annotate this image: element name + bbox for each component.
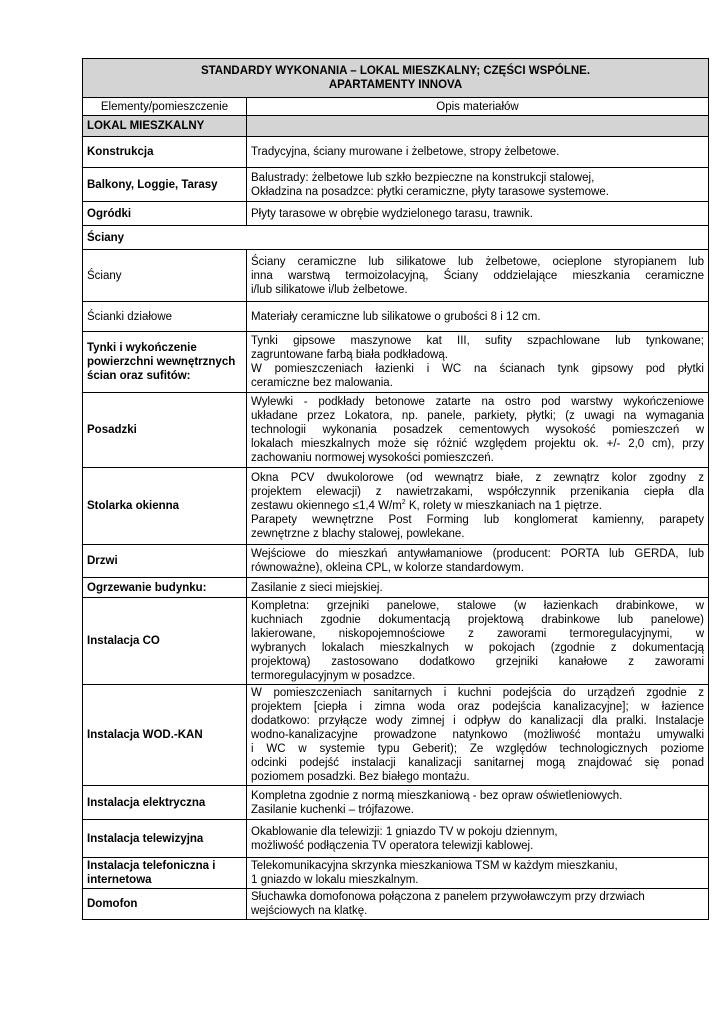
description-line: i/lub silikatowe i/lub żelbetowe.	[251, 283, 408, 296]
table-row	[83, 889, 709, 920]
table-row	[83, 250, 709, 302]
row-description	[247, 250, 709, 302]
column-header-elements: Elementy/pomieszczenie	[83, 98, 247, 116]
description-line: Balustrady: żelbetowe lub szkło bezpieczne na konstrukcji stalowej,	[251, 171, 595, 184]
description-line: Zasilanie kuchenki – trójfazowe.	[251, 803, 414, 816]
description-line: Tradycyjna, ściany murowane i żelbetowe, stropy żelbetowe.	[251, 146, 560, 158]
description-line: Zasilanie z sieci miejskiej.	[251, 581, 383, 594]
title-line-1: STANDARDY WYKONANIA – LOKAL MIESZKALNY; CZĘŚCI WSPÓLNE.	[200, 65, 591, 77]
description-line: wejściowych na klatkę.	[251, 905, 368, 917]
description-line: możliwość podłączenia TV operatora telewizji kablowej.	[251, 839, 534, 852]
description-line: 1 gniazdo w lokalu mieszkalnym.	[251, 874, 419, 886]
row-description	[247, 168, 709, 202]
row-description	[247, 393, 709, 468]
description-line: Słuchawka domofonowa połączona z panelem przywoławczym przy drzwiach	[251, 891, 645, 903]
row-description	[247, 598, 709, 685]
table-row	[83, 598, 709, 685]
row-label: Instalacja telewizyjna	[83, 820, 247, 858]
row-description	[247, 858, 709, 889]
column-header-description: Opis materiałów	[247, 98, 709, 116]
row-label: Instalacja elektryczna	[83, 786, 247, 820]
row-label: Ściany	[83, 250, 247, 302]
description-line: odcinki podejść instalacji kanalizacji sanitarnej mogą znajdować się ponad	[251, 757, 704, 769]
table-row	[83, 858, 709, 889]
section-row	[83, 116, 709, 137]
description-line: dodatkowo: przyłącze wody zimnej i odpływ do kanalizacji dla pralki. Instalacje	[251, 715, 704, 727]
row-label: Posadzki	[83, 393, 247, 468]
subsection-title: Ściany	[83, 226, 709, 250]
row-description	[247, 332, 709, 393]
description-line: wybranych lokalach mieszkalnych w pokojach (zgodnie z dokumentacją	[251, 642, 704, 654]
description-line: lokalach mieszkalnych może się różnić względem projektu ok. +/- 2,0 cm), przy	[251, 438, 704, 450]
description-line: układane przez Lokatora, np. panele, parkiety, płytki; (z uwagi na wymagania	[251, 410, 704, 422]
row-description	[247, 137, 709, 168]
table-row	[83, 137, 709, 168]
row-label: Ogródki	[83, 202, 247, 226]
u-value-suffix: K, rolety w mieszkaniach na 1 piętrze.	[405, 500, 602, 512]
title-row	[83, 59, 709, 98]
u-value-text: zestawu okiennego ≤1,4 W/m	[251, 500, 402, 512]
description-line: lakierowane, niskopojemnościowe z zaworami termoregulacyjnymi, w	[251, 628, 704, 640]
section-filler	[247, 116, 709, 137]
document-title	[83, 59, 709, 98]
row-description	[247, 202, 709, 226]
row-label: Konstrukcja	[83, 137, 247, 168]
description-line: Tynki gipsowe maszynowe kat III, sufity szpachlowane lub tynkowane;	[251, 335, 704, 347]
row-label: Instalacja CO	[83, 598, 247, 685]
description-line: Ściany ceramiczne lub silikatowe lub żelbetowe, ocieplone styropianem lub	[251, 255, 704, 268]
table-row	[83, 302, 709, 332]
row-label: Domofon	[83, 889, 247, 920]
table-row	[83, 820, 709, 858]
row-description	[247, 302, 709, 332]
section-title: LOKAL MIESZKALNY	[83, 116, 247, 137]
description-line: kuchniach zgodnie dokumentacją projektową drabinkowe lub panelowe)	[251, 614, 704, 626]
column-header-row	[83, 98, 709, 116]
table-row	[83, 202, 709, 226]
description-line: zagruntowane farbą biała podkładową.	[251, 349, 448, 361]
row-description	[247, 889, 709, 920]
table-row	[83, 393, 709, 468]
description-line: zewnętrzne z blachy stalowej, powlekane.	[251, 528, 465, 540]
table-row	[83, 332, 709, 393]
description-line: ceramiczne bez malowania.	[251, 377, 393, 389]
row-label: Balkony, Loggie, Tarasy	[83, 168, 247, 202]
row-description	[247, 685, 709, 786]
description-line: Kompletna: grzejniki panelowe, stalowe (w łazienkach drabinkowe, w	[251, 600, 704, 612]
row-description	[247, 820, 709, 858]
description-line: W pomieszczeniach sanitarnych i kuchni podejścia do urządzeń zgodnie z	[251, 687, 704, 699]
description-line: Okładzina na posadzce: płytki ceramiczne, płyty tarasowe systemowe.	[251, 185, 609, 198]
description-line: Wejściowe do mieszkań antywłamaniowe (producent: PORTA lub GERDA, lub	[251, 548, 704, 560]
description-line: projektem elewacji) z nawietrzakami, współczynnik przenikania ciepła dla	[251, 486, 704, 498]
superscript: 2	[401, 499, 406, 507]
description-line	[251, 499, 704, 513]
description-line: projektem [ciepła i zimna woda oraz podejścia kanalizacyjne]; w łazience	[251, 701, 704, 713]
description-line: Wylewki - podkłady betonowe zatarte na ostro pod warstwy wykończeniowe	[251, 396, 704, 408]
description-line: Parapety wewnętrzne Post Forming lub konglomerat kamienny, parapety	[251, 514, 704, 526]
row-description	[247, 468, 709, 545]
description-line: Okablowanie dla telewizji: 1 gniazdo TV w pokoju dziennym,	[251, 825, 558, 838]
row-label: Ścianki działowe	[83, 302, 247, 332]
table-row	[83, 545, 709, 578]
row-label: Tynki i wykończenie powierzchni wewnętrznych ścian oraz sufitów:	[83, 332, 247, 393]
row-label: Instalacja telefoniczna i internetowa	[83, 858, 247, 889]
row-label: Stolarka okienna	[83, 468, 247, 545]
table-row	[83, 578, 709, 598]
row-description	[247, 578, 709, 598]
table-row	[83, 786, 709, 820]
table-row	[83, 685, 709, 786]
standards-table	[82, 58, 709, 920]
description-line: i WC w systemie typu Geberit); Ze względów technologicznych poziome	[251, 743, 704, 755]
description-line: zachowaniu normowej wysokości pomieszczeń.	[251, 452, 494, 464]
description-line: równoważne), okleina CPL, w kolorze standardowym.	[251, 562, 524, 574]
description-line: inna warstwą termoizolacyjną, Ściany oddzielające mieszkania ceramiczne	[251, 269, 704, 282]
description-line: Telekomunikacyjna skrzynka mieszkaniowa TSM w każdym mieszkaniu,	[251, 860, 618, 872]
row-label: Instalacja WOD.-KAN	[83, 685, 247, 786]
description-line: termoregulacyjnym w posadzce.	[251, 670, 416, 682]
description-line: projektową) zastosowano dodatkowo grzejniki kanałowe z zaworami	[251, 656, 704, 668]
description-line: Kompletna zgodnie z normą mieszkaniową - bez opraw oświetleniowych.	[251, 789, 623, 802]
row-label: Ogrzewanie budynku:	[83, 578, 247, 598]
title-line-2: APARTAMENTY INNOVA	[328, 79, 463, 91]
row-label: Drzwi	[83, 545, 247, 578]
row-description	[247, 786, 709, 820]
description-line: Okna PCV dwukolorowe (od wewnątrz białe, z zewnątrz kolor zgodny z	[251, 472, 704, 484]
description-line: technologii wykonania posadzek cementowych wysokość pomieszczeń w	[251, 424, 704, 436]
table-row	[83, 468, 709, 545]
row-description	[247, 545, 709, 578]
description-line: poziomem posadzki. Bez białego montażu.	[251, 771, 470, 783]
description-line: wodno-kanalizacyjne prowadzone natynkowo (możliwość montażu umywalki	[251, 729, 704, 741]
description-line: W pomieszczeniach łazienki i WC na ścianach tynk gipsowy pod płytki	[251, 363, 704, 375]
description-line: Materiały ceramiczne lub silikatowe o grubości 8 i 12 cm.	[251, 310, 541, 323]
description-line: Płyty tarasowe w obrębie wydzielonego tarasu, trawnik.	[251, 207, 533, 220]
subsection-row	[83, 226, 709, 250]
table-row	[83, 168, 709, 202]
